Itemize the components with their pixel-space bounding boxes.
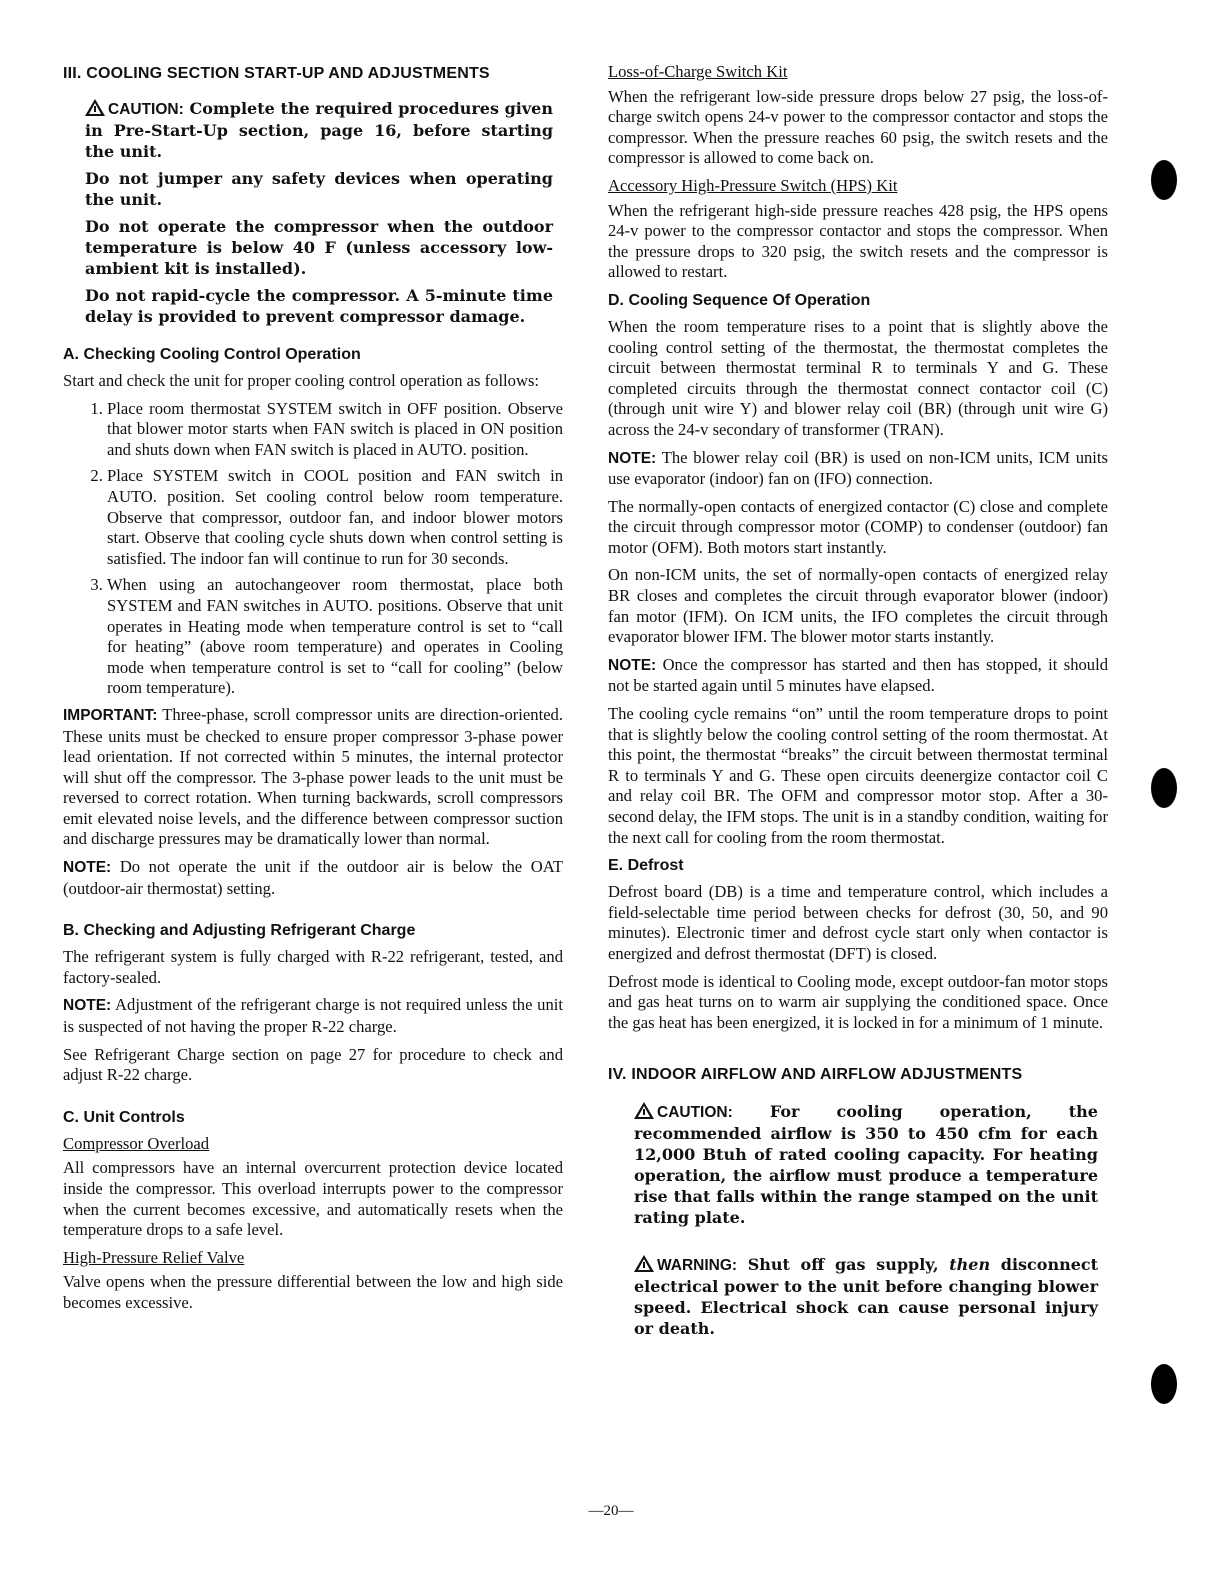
a-note-paragraph — [63, 857, 563, 899]
caution-text-1: Complete the required procedures given in Pre-Start-Up section, page 16, before starting the unit. — [85, 99, 553, 161]
warning-label: WARNING: — [657, 1257, 738, 1275]
d-note-1 — [608, 448, 1108, 490]
section-title-airflow: IV. INDOOR AIRFLOW AND AIRFLOW ADJUSTMENTS — [608, 1066, 1023, 1084]
d-paragraph-3: On non-ICM units, the set of normally-open contacts of energized relay BR closes and completes the circuit through evaporator blower (indoor) fan motor (IFM). On ICM units, the IFO completes the circuit through evaporator blower IFM. The blower motor starts instantly. — [608, 565, 1108, 647]
heading-e: E. Defrost — [608, 857, 684, 875]
d-note-1-label: NOTE: — [608, 449, 657, 467]
warning-paragraph — [634, 1254, 1098, 1339]
c-sub2-text: Valve opens when the pressure differential between the low and high side becomes excessive. — [63, 1272, 563, 1312]
e-paragraph-1: Defrost board (DB) is a time and temperature control, which includes a field-selectable time period between checks for defrost (30, 50, and 90 minutes). Electronic timer and defrost cycle start only when contactor is energized and defrost thermostat (DFT) is closed. — [608, 882, 1108, 963]
hps-text: When the refrigerant high-side pressure reaches 428 psig, the HPS opens 24-v power to the compressor contactor and stops the compressor. When the pressure drops to 320 psig, the switch resets and the compressor is allowed to restart. — [608, 200, 1108, 282]
left-column — [63, 62, 563, 1321]
warning-block — [634, 1254, 1098, 1339]
warning-text-emphasis: then — [949, 1255, 991, 1275]
loc-title: Loss-of-Charge Switch Kit — [608, 62, 788, 81]
b-paragraph-1: The refrigerant system is fully charged with R-22 refrigerant, tested, and factory-sealed. — [63, 947, 563, 987]
important-label: IMPORTANT: — [63, 706, 158, 724]
b-paragraph-2: See Refrigerant Charge section on page 27 for procedure to check and adjust R-22 charge. — [63, 1044, 563, 1085]
section-title-cooling: III. COOLING SECTION START-UP AND ADJUSTMENTS — [63, 65, 490, 82]
b-note-paragraph — [63, 995, 563, 1037]
d-note-2-text: Once the compressor has started and then has stopped, it should not be started again until 5 minutes have elapsed. — [608, 654, 1108, 696]
c-sub-compressor-overload: Compressor Overload — [63, 1133, 210, 1153]
b-note-text: Adjustment of the refrigerant charge is not required unless the unit is suspected of not having the proper R-22 charge. — [63, 995, 563, 1037]
a-step-1: 1. Place room thermostat SYSTEM switch in OFF position. Observe that blower motor starts when FAN switch is placed in ON position and shuts down when FAN switch is placed in AUTO. position. — [107, 399, 563, 461]
right-column — [608, 62, 1108, 1353]
warning-text-post: disconnect electrical power to the unit before changing blower speed. Electrical shock can cause personal injury or death. — [634, 1255, 1099, 1339]
airflow-caution-block — [634, 1101, 1098, 1228]
warning-triangle-icon — [634, 1102, 654, 1119]
a-step-3: 3. When using an autochangeover room thermostat, place both SYSTEM and FAN switches in AUTO. positions. Observe that unit operates in Heating mode when temperature control is set to “call for heating” (above room temperature) and operates in Cooling mode when temperature control is set to “call for cooling” (below room temperature). — [107, 575, 563, 699]
binder-hole-bottom — [1151, 1364, 1177, 1404]
important-text: Three-phase, scroll compressor units are direction-oriented. These units must be checked to ensure proper compressor 3-phase power lead orientation. If not corrected within 5 minutes, the internal protector will shut off the compressor. The 3-phase power leads to the unit must be reversed to correct rotation. When turning backwards, scroll compressors emit elevated noise levels, and the difference between compressor suction and discharge pressures may be dramatically lower than normal. — [63, 704, 563, 849]
binder-hole-middle — [1151, 768, 1177, 808]
loc-text: When the refrigerant low-side pressure drops below 27 psig, the loss-of-charge switch opens 24-v power to the compressor contactor and stops the compressor. When the pressure reaches 60 psig, the switch resets and the compressor is allowed to come back on. — [608, 86, 1108, 168]
caution-paragraph-1 — [85, 98, 553, 162]
heading-d: D. Cooling Sequence Of Operation — [608, 291, 871, 309]
page-number: —20— — [588, 1503, 634, 1519]
warning-triangle-icon — [634, 1255, 654, 1272]
caution-paragraph-4: Do not rapid-cycle the compressor. A 5-minute time delay is provided to prevent compressor damage. — [85, 286, 553, 326]
heading-a: A. Checking Cooling Control Operation — [63, 346, 361, 363]
d-paragraph-1: When the room temperature rises to a point that is slightly above the cooling control setting of the thermostat, the thermostat completes the circuit between thermostat terminal R to terminals Y and G. These completed circuits through the thermostat connect contactor coil (C) (through unit wire Y) and blower relay coil (BR) (through unit wire G) across the 24-v secondary of transformer (TRAN). — [608, 316, 1108, 439]
caution-label: CAUTION: — [108, 101, 184, 118]
airflow-caution-text: For cooling operation, the recommended airflow is 350 to 450 cfm for each 12,000 Btuh of rated cooling capacity. For heating operation, the airflow must produce a temperature rise that falls within the range stamped on the unit rating plate. — [634, 1102, 1098, 1228]
e-paragraph-2: Defrost mode is identical to Cooling mode, except outdoor-fan motor stops and gas heat turns on to warm air supplying the conditioned space. Once the gas heat has been energized, it is locked in for a minimum of 1 minute. — [608, 971, 1108, 1032]
important-paragraph — [63, 705, 563, 850]
d-note-2 — [608, 655, 1108, 697]
d-note-2-label: NOTE: — [608, 656, 657, 674]
b-note-label: NOTE: — [63, 997, 112, 1015]
caution-paragraph-3: Do not operate the compressor when the outdoor temperature is below 40 F (unless accessory low-ambient kit is installed). — [85, 217, 553, 278]
a-intro: Start and check the unit for proper cooling control operation as follows: — [63, 371, 540, 390]
airflow-caution-label: CAUTION: — [657, 1104, 733, 1122]
a-note-text: Do not operate the unit if the outdoor air is below the OAT (outdoor-air thermostat) setting. — [63, 857, 563, 898]
a-step-2: 2. Place SYSTEM switch in COOL position and FAN switch in AUTO. position. Set cooling control below room temperature. Observe that compressor, outdoor fan, and indoor blower motors start. Observe that cooling cycle shuts down when control setting is satisfied. The indoor fan will continue to run for 30 seconds. — [107, 466, 563, 569]
c-sub1-text: All compressors have an internal overcurrent protection device located inside the compressor. This overload interrupts power to the compressor when the current becomes excessive, and automatically resets when the temperature drops to a safe level. — [63, 1158, 563, 1240]
spacer — [608, 1242, 1108, 1254]
airflow-caution-paragraph — [634, 1101, 1098, 1228]
d-paragraph-4: The cooling cycle remains “on” until the room temperature drops to point that is slightly below the cooling control setting of the room thermostat. At this point, the thermostat “breaks” the circuit between thermostat terminal R to terminals Y and G. These open circuits deenergize contactor coil C and relay coil BR. The OFM and compressor motor stop. After a 30-second delay, the IFM stops. The unit is in a standby condition, waiting for the next call for cooling from the room thermostat. — [608, 704, 1108, 847]
d-note-1-text: The blower relay coil (BR) is used on non-ICM units, ICM units use evaporator (indoor) fan on (IFO) connection. — [608, 447, 1108, 489]
a-steps-list — [63, 399, 563, 699]
warning-text-pre: Shut off gas supply, — [747, 1255, 939, 1275]
hps-title: Accessory High-Pressure Switch (HPS) Kit — [608, 175, 898, 195]
warning-triangle-icon — [85, 99, 105, 116]
a-note-label: NOTE: — [63, 859, 112, 877]
caution-block — [85, 98, 553, 327]
heading-c: C. Unit Controls — [63, 1108, 185, 1126]
binder-hole-top — [1151, 160, 1177, 200]
caution-paragraph-2: Do not jumper any safety devices when operating the unit. — [85, 169, 553, 209]
d-paragraph-2: The normally-open contacts of energized contactor (C) close and complete the circuit through compressor motor (COMP) to condenser (outdoor) fan motor (OFM). Both motors start instantly. — [608, 496, 1108, 557]
heading-b: B. Checking and Adjusting Refrigerant Charge — [63, 922, 416, 940]
c-sub-high-pressure-relief: High-Pressure Relief Valve — [63, 1247, 245, 1267]
